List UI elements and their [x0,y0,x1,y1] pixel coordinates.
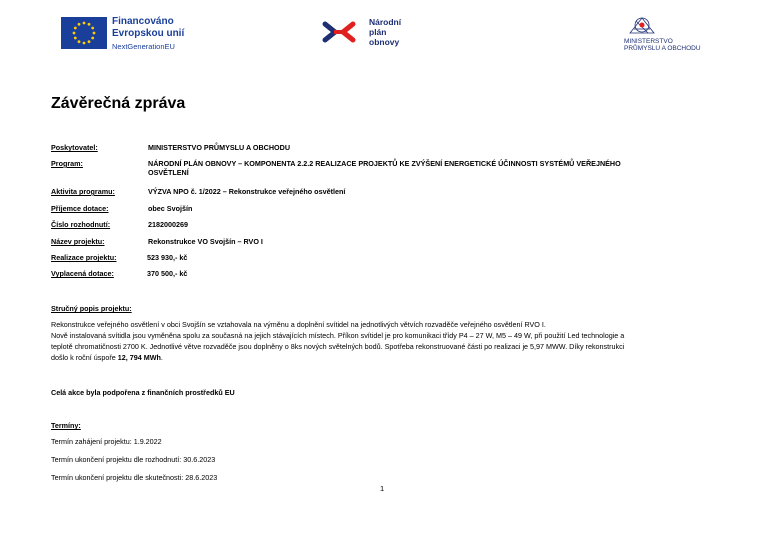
label-program: Program: [51,159,83,168]
label-realizace: Realizace projektu: [51,253,117,262]
popis-heading: Stručný popis projektu: [51,304,132,313]
eu-flag-icon [61,17,107,49]
value-aktivita: VÝZVA NPO č. 1/2022 – Rekonstrukce veřejného osvětlení [148,187,346,196]
eu-funding-text [112,16,184,53]
npo-line1: Národní [369,17,402,27]
mpo-line2: PRŮMYSLU A OBCHODU [624,45,701,52]
support-statement: Celá akce byla podpořena z finančních prostředků EU [51,388,235,397]
popis-line4 [51,352,721,363]
mpo-line1: MINISTERSTVO [624,38,673,45]
label-nazev: Název projektu: [51,237,105,246]
label-prijemce: Příjemce dotace: [51,204,109,213]
page-number: 1 [380,484,385,493]
value-program-line2: OSVĚTLENÍ [148,168,189,177]
mpo-logo-text [624,38,701,52]
value-realizace: 523 930,- kč [147,253,188,262]
npo-line2: plán [369,27,387,37]
popis-line2: Nově instalovaná svítidla jsou vyměněna spolu za současná na jejich stávajících místech. Příkon svítidel je pro komunikaci třídy P4 – 27 W, M5 – 49 W, při použití Led technologie a [51,331,625,340]
termin-zahajeni: Termín zahájení projektu: 1.9.2022 [51,437,162,446]
npo-logo-icon [321,16,357,52]
value-vyplacena: 370 500,- kč [147,269,188,278]
label-poskytovatel: Poskytovatel: [51,143,98,152]
termin-ukonceni-skutecnost: Termín ukončení projektu dle skutečnosti: 28.6.2023 [51,473,218,482]
label-cislo: Číslo rozhodnutí: [51,220,111,229]
eu-line2: Evropskou unií [112,28,185,39]
popis-line1: Rekonstrukce veřejného osvětlení v obci Svojšín se vztahovala na výměnu a doplnění svítidel na jednotlivých větvích rozvaděče veřejného osvětlení RVO I. [51,320,546,329]
popis-line4-bold: 12, 794 MWh [117,353,161,362]
popis-line3: teplotě chromatičnosti 2700 K. Jednotlivé větve rozvaděče jsou doplněny o 8ks nových světelných bodů. Spotřeba rekonstruované části po realizaci je 5,97 MWW. Díky rekonstrukci [51,342,625,351]
popis-paragraph [51,319,721,363]
npo-logo-text [369,17,401,47]
value-prijemce: obec Svojšín [148,204,193,213]
popis-line4-post: . [160,353,163,362]
value-program-line1: NÁRODNÍ PLÁN OBNOVY – KOMPONENTA 2.2.2 REALIZACE PROJEKTŮ KE ZVÝŠENÍ ENERGETICKÉ ÚČINNOSTI SYSTÉMŮ VEŘEJNÉHO [148,159,621,168]
label-aktivita: Aktivita programu: [51,187,115,196]
eu-line1: Financováno [112,16,174,27]
value-cislo: 2182000269 [148,220,188,229]
termin-ukonceni-rozhodnuti: Termín ukončení projektu dle rozhodnutí: 30.6.2023 [51,455,216,464]
popis-line4-pre: došlo k roční úspoře [51,353,118,362]
value-nazev: Rekonstrukce VO Svojšín – RVO I [148,237,263,246]
eu-line3: NextGenerationEU [112,42,175,51]
page-title: Závěrečná zpráva [51,95,186,112]
label-vyplacena: Vyplacená dotace: [51,269,114,278]
terminy-heading: Termíny: [51,421,81,430]
value-poskytovatel: MINISTERSTVO PRŮMYSLU A OBCHODU [148,143,291,152]
npo-line3: obnovy [369,37,400,47]
